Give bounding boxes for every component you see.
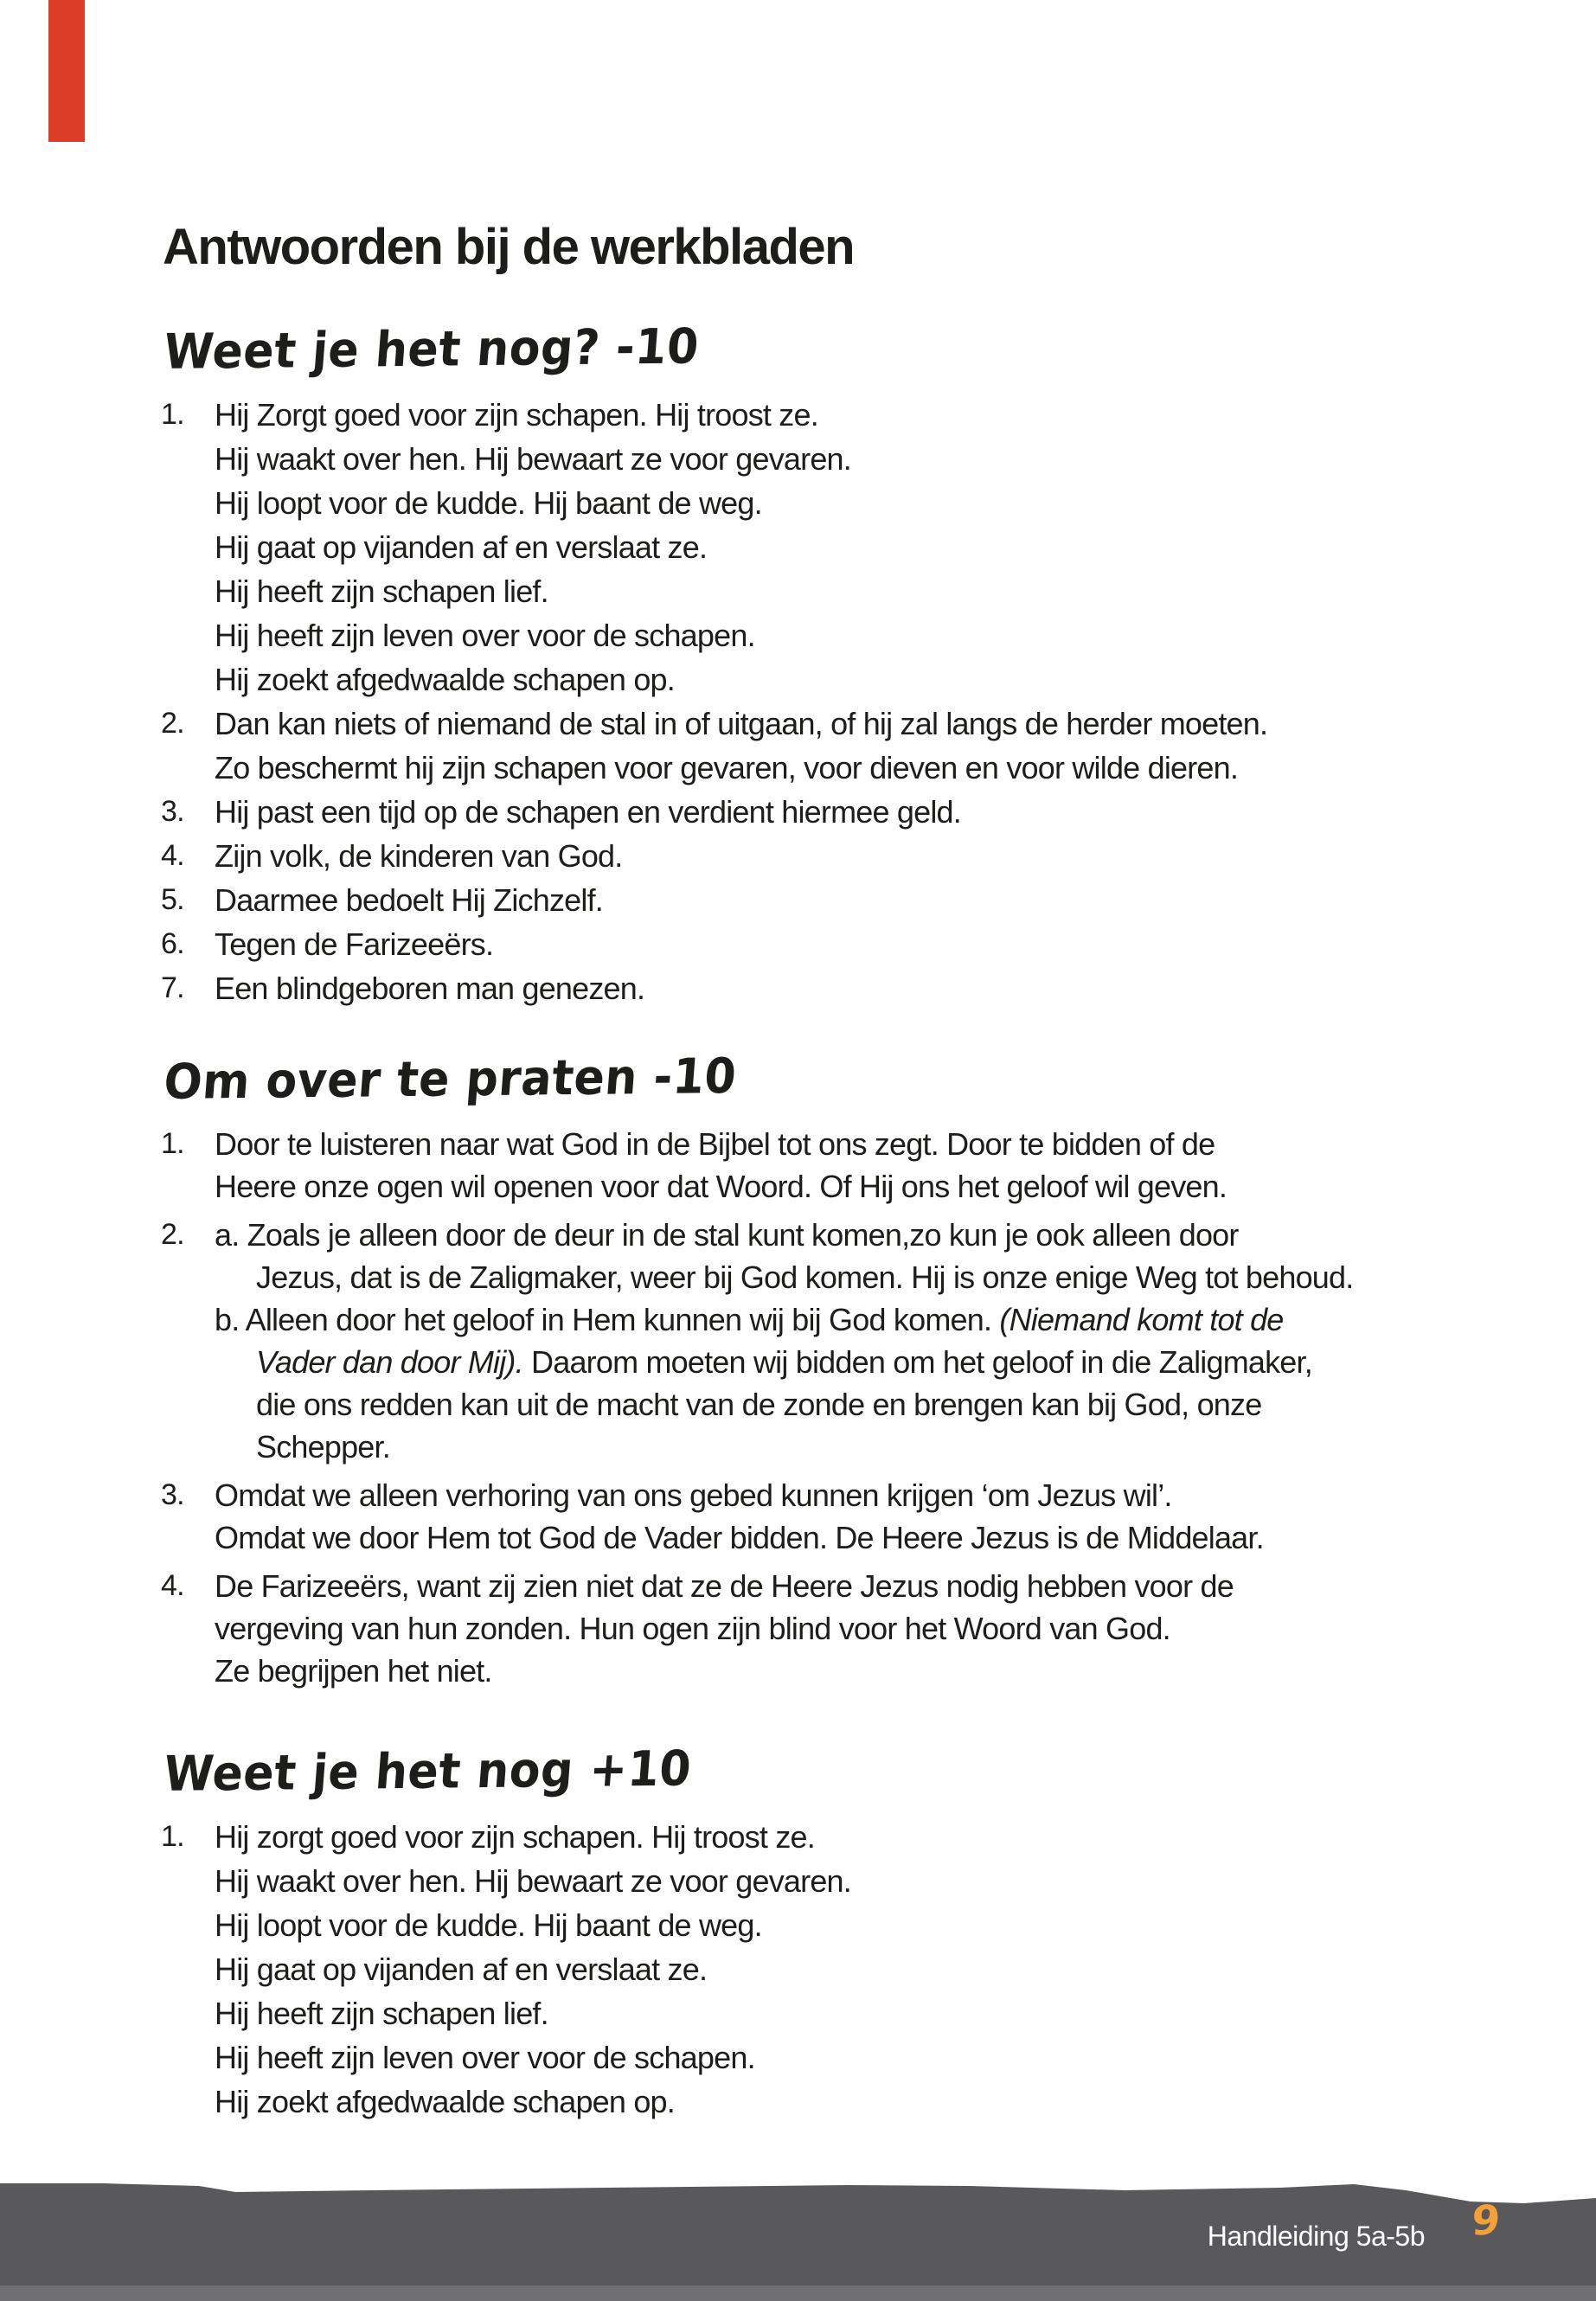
item-lines	[215, 1214, 1484, 1468]
item-lines	[215, 393, 1484, 702]
item-line: Heere onze ogen wil openen voor dat Woord. Of Hij ons het geloof wil geven.	[215, 1169, 1227, 1204]
item-number: 2.	[161, 1218, 184, 1251]
list-item	[161, 1474, 1484, 1559]
list-item	[161, 1565, 1484, 1692]
item-line: Zo beschermt hij zijn schapen voor gevaren, voor dieven en voor wilde dieren.	[215, 750, 1239, 785]
answer-list	[161, 1123, 1484, 1692]
section-heading-text: Weet je het nog +10	[162, 1740, 694, 1803]
item-line: Hij heeft zijn schapen lief.	[215, 574, 548, 609]
item-lines	[215, 834, 1484, 878]
list-item	[161, 1214, 1484, 1468]
answer-section	[161, 1740, 1484, 2124]
item-line: Hij heeft zijn leven over voor de schapen.	[215, 618, 755, 653]
item-line: Hij gaat op vijanden af en verslaat ze.	[215, 529, 708, 565]
list-item	[161, 1815, 1484, 2124]
section-heading	[161, 318, 1484, 393]
item-line: Een blindgeboren man genezen.	[215, 971, 645, 1006]
item-number: 4.	[161, 1569, 184, 1602]
item-line: Hij zoekt afgedwaalde schapen op.	[215, 662, 675, 697]
item-number: 7.	[161, 971, 184, 1004]
list-item	[161, 1123, 1484, 1208]
item-line: Tegen de Farizeeërs.	[215, 926, 494, 962]
page-number-value: 9	[1470, 2195, 1502, 2246]
list-item	[161, 702, 1484, 790]
item-line: Schepper.	[256, 1429, 390, 1465]
item-line: Omdat we alleen verhoring van ons gebed kunnen krijgen ‘om Jezus wil’.	[215, 1477, 1172, 1513]
item-line: Hij past een tijd op de schapen en verdient hiermee geld.	[215, 794, 961, 830]
corner-tab	[48, 0, 85, 142]
item-line: Ze begrijpen het niet.	[215, 1653, 492, 1689]
item-line: Omdat we door Hem tot God de Vader bidden. De Heere Jezus is de Middelaar.	[215, 1520, 1264, 1555]
item-line: Daarmee bedoelt Hij Zichzelf.	[215, 882, 604, 918]
item-line: Jezus, dat is de Zaligmaker, weer bij God komen. Hij is onze enige Weg tot behoud.	[256, 1259, 1354, 1295]
item-line: Door te luisteren naar wat God in de Bijbel tot ons zegt. Door te bidden of de	[215, 1126, 1215, 1162]
item-number: 3.	[161, 795, 184, 828]
item-lines	[215, 966, 1484, 1010]
item-line: Hij loopt voor de kudde. Hij baant de weg.	[215, 1907, 762, 1943]
item-line: a. Zoals je alleen door de deur in de stal kunt komen,zo kun je ook alleen door	[215, 1217, 1239, 1253]
footer-label: Handleiding 5a-5b	[1207, 2221, 1425, 2252]
item-line: Hij heeft zijn schapen lief.	[215, 1996, 548, 2031]
item-line: De Farizeeërs, want zij zien niet dat ze de Heere Jezus nodig hebben voor de	[215, 1568, 1234, 1604]
item-line: Hij zoekt afgedwaalde schapen op.	[215, 2084, 675, 2119]
item-number: 6.	[161, 927, 184, 960]
footer-strip	[0, 2285, 1596, 2301]
item-lines	[215, 702, 1484, 790]
list-item	[161, 393, 1484, 702]
list-item	[161, 878, 1484, 922]
list-item	[161, 922, 1484, 966]
item-line: Hij heeft zijn leven over voor de schapen.	[215, 2040, 755, 2075]
answer-list	[161, 393, 1484, 1010]
page-title: Antwoorden bij de werkbladen	[163, 218, 855, 275]
answer-section	[161, 318, 1484, 1010]
item-number: 1.	[161, 1820, 184, 1853]
item-line: vergeving van hun zonden. Hun ogen zijn blind voor het Woord van God.	[215, 1611, 1170, 1646]
item-number: 1.	[161, 1127, 184, 1160]
item-number: 1.	[161, 398, 184, 431]
item-lines	[215, 1123, 1484, 1208]
section-heading-text: Weet je het nog? -10	[162, 318, 702, 381]
section-heading-text: Om over te praten -10	[162, 1048, 739, 1111]
list-item	[161, 790, 1484, 834]
item-line: Hij waakt over hen. Hij bewaart ze voor gevaren.	[215, 441, 851, 477]
item-line: Vader dan door Mij). Daarom moeten wij bidden om het geloof in die Zaligmaker,	[256, 1344, 1312, 1380]
item-line: Hij waakt over hen. Hij bewaart ze voor gevaren.	[215, 1863, 851, 1899]
item-line: Hij loopt voor de kudde. Hij baant de weg.	[215, 485, 762, 521]
item-lines	[215, 790, 1484, 834]
section-heading	[161, 1740, 1484, 1815]
page-number	[1470, 2195, 1502, 2246]
list-item	[161, 834, 1484, 878]
item-line: Hij gaat op vijanden af en verslaat ze.	[215, 1952, 708, 1987]
section-heading	[161, 1048, 1484, 1123]
item-lines	[215, 922, 1484, 966]
item-lines	[215, 1815, 1484, 2124]
item-line: Dan kan niets of niemand de stal in of uitgaan, of hij zal langs de herder moeten.	[215, 706, 1268, 741]
answer-section	[161, 1048, 1484, 1698]
list-item	[161, 966, 1484, 1010]
item-line: Hij zorgt goed voor zijn schapen. Hij troost ze.	[215, 1819, 815, 1855]
item-line: die ons redden kan uit de macht van de zonde en brengen kan bij God, onze	[256, 1387, 1262, 1422]
item-number: 4.	[161, 839, 184, 872]
answer-list	[161, 1815, 1484, 2124]
item-line: b. Alleen door het geloof in Hem kunnen wij bij God komen. (Niemand komt tot de	[215, 1302, 1284, 1337]
item-line: Zijn volk, de kinderen van God.	[215, 838, 623, 874]
item-number: 5.	[161, 883, 184, 916]
item-line: Hij Zorgt goed voor zijn schapen. Hij troost ze.	[215, 397, 818, 433]
item-number: 3.	[161, 1478, 184, 1511]
item-number: 2.	[161, 707, 184, 740]
item-lines	[215, 878, 1484, 922]
item-lines	[215, 1474, 1484, 1559]
item-lines	[215, 1565, 1484, 1692]
